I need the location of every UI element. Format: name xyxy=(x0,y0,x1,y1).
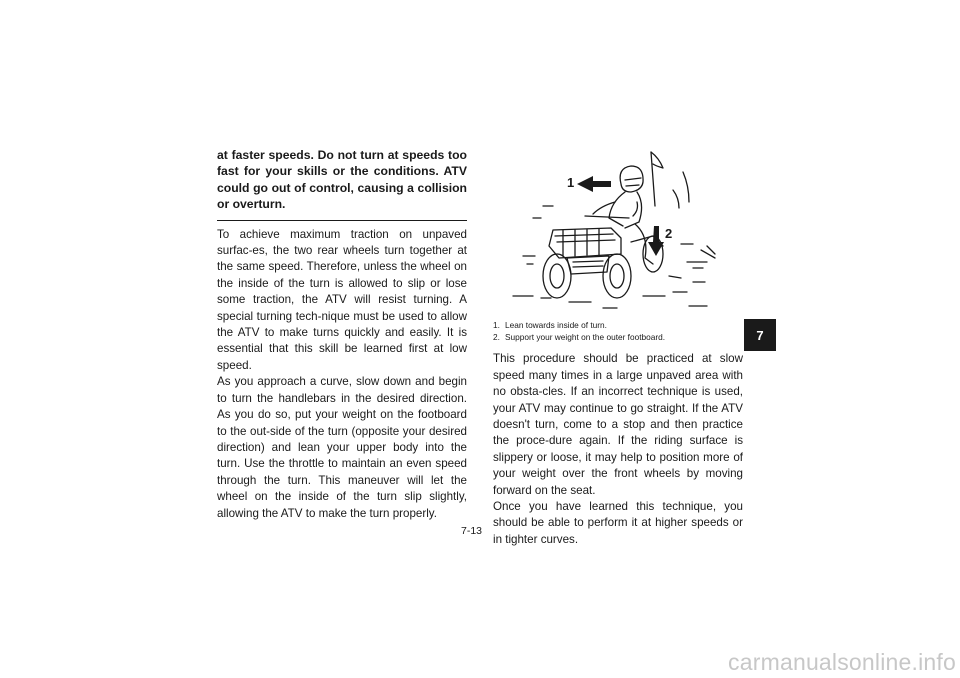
warning-text: at faster speeds. Do not turn at speeds too fast for your skills or the conditions. ATV could go out of control, causing a collision or overturn. xyxy=(217,148,467,212)
callout-1-label: 1 xyxy=(567,175,575,190)
arrow-down-icon xyxy=(648,226,664,256)
figure-captions xyxy=(493,319,743,343)
caption-text: Lean towards inside of turn. xyxy=(505,320,607,330)
caption-text: Support your weight on the outer footboard. xyxy=(505,332,666,343)
caption-item xyxy=(493,319,743,331)
practice-paragraph: This procedure should be practiced at slow speed many times in a large unpaved area with no obsta-cles. If an incorrect technique is used, your ATV may continue to go straight. If the ATV doesn't turn, come to a stop and then practice the proce-dure again. If the riding surface is slippery or loose, it may help to position more of your weight over the front wheels by moving forward on the seat. xyxy=(493,352,743,497)
higher-speed-paragraph: Once you have learned this technique, you should be able to perform it at higher speeds or in tighter curves. xyxy=(493,500,743,546)
callout-2-label: 2 xyxy=(665,226,673,241)
caption-number: 1. xyxy=(493,320,500,330)
page-number: 7-13 xyxy=(461,525,483,537)
arrow-left-icon xyxy=(577,176,611,192)
left-column xyxy=(217,147,467,522)
right-column xyxy=(493,146,743,548)
traction-paragraph: To achieve maximum traction on unpaved surfac-es, the two rear wheels turn together at the same speed. Therefore, unless the wheel on the inside of the turn is allowed to slip or lose some traction, the ATV will resist turning. A special turning tech-nique must be used to allow the ATV to make turns quickly and easily. It is essential that this skill be learned first at low speed. xyxy=(217,227,467,372)
watermark: carmanualsonline.info xyxy=(728,649,956,675)
warning-divider xyxy=(217,220,467,221)
caption-item xyxy=(493,331,743,343)
caption-number: 2. xyxy=(493,332,500,343)
curve-technique-paragraph: As you approach a curve, slow down and begin to turn the handlebars in the desired direction. As you do so, put your weight on the footboard to the out-side of the turn (opposite your desired direction) and lean your upper body into the turn. Use the throttle to maintain an even speed through the turn. This maneuver will let the wheel on the inside of the turn slip slightly, allowing the ATV to make the turn properly. xyxy=(217,375,467,520)
chapter-tab: 7 xyxy=(744,319,776,351)
atv-rider-drawing xyxy=(493,146,743,318)
atv-turning-illustration xyxy=(493,146,743,318)
